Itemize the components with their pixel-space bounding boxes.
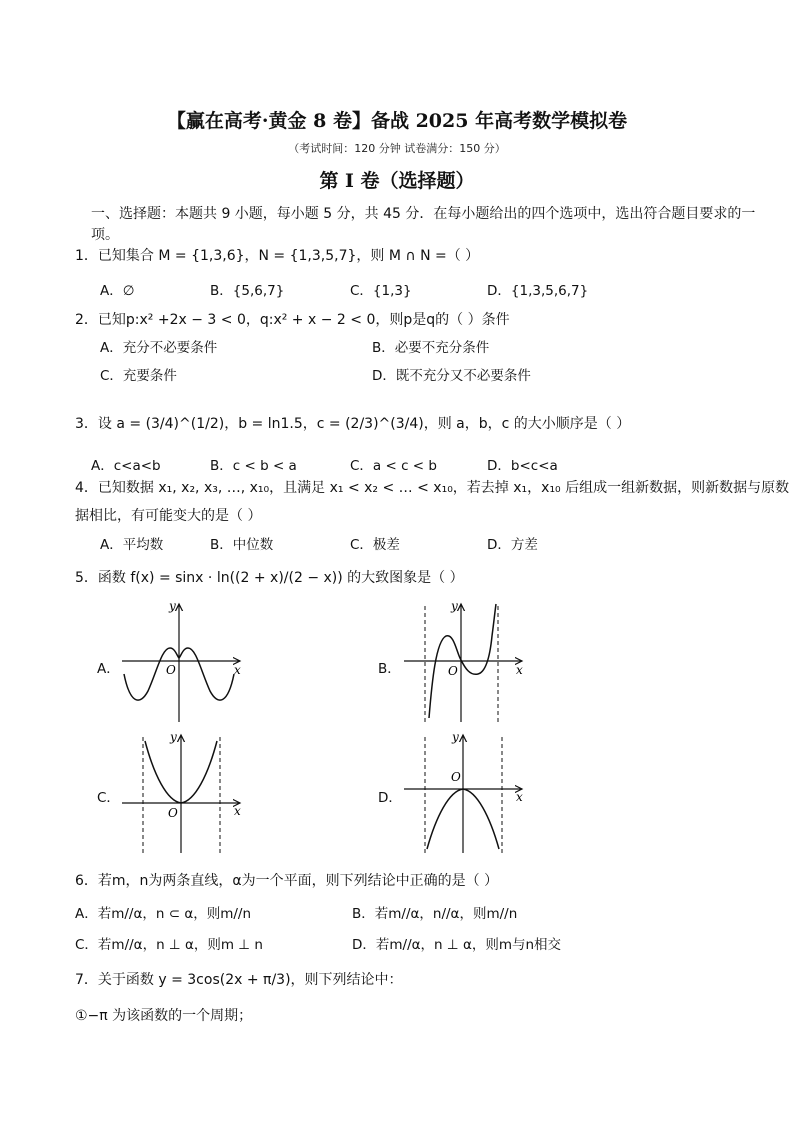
q1-option-d: D．{1,3,5,6,7} [487, 283, 589, 299]
q6-option-c: C．若m//α，n ⊥ α，则m ⊥ n [75, 937, 263, 953]
graph-c [112, 727, 252, 857]
q3-option-d: D．b<c<a [487, 458, 558, 474]
graph-b-x-label: x [516, 663, 523, 677]
intro-line-2: 项。 [91, 227, 119, 243]
q3-option-a: A．c<a<b [91, 458, 161, 474]
q1-option-c: C．{1,3} [350, 283, 412, 299]
graph-d-origin-label: O [451, 770, 461, 784]
q6-option-a: A．若m//α，n ⊂ α，则m//n [75, 906, 252, 922]
q2-stem: 2．已知p:x² +2x − 3 < 0，q:x² + x − 2 < 0，则p是q的（ ）条件 [75, 312, 510, 328]
graph-a-x-label: x [234, 663, 241, 677]
q5-option-b-label: B． [378, 661, 401, 677]
q4-line-2: 据相比，有可能变大的是（ ） [75, 508, 262, 524]
intro-line-1: 一、选择题：本题共 9 小题，每小题 5 分，共 45 分．在每小题给出的四个选项中，选出符合题目要求的一 [91, 206, 756, 222]
q2-option-a: A．充分不必要条件 [100, 340, 218, 356]
graph-d-x-label: x [516, 790, 523, 804]
graph-b-origin-label: O [448, 664, 458, 678]
q4-option-c: C．极差 [350, 537, 400, 553]
q1-option-a: A．∅ [100, 283, 135, 299]
q3-stem: 3．设 a = (3/4)^(1/2)，b = ln1.5，c = (2/3)^(3/4)，则 a，b，c 的大小顺序是（ ） [75, 416, 631, 432]
q6-option-d: D．若m//α，n ⊥ α，则m与n相交 [352, 937, 562, 953]
graph-c-y-label: y [170, 730, 177, 744]
q5-option-a-label: A． [97, 661, 120, 677]
q3-option-b: B．c < b < a [210, 458, 297, 474]
q4-option-d: D．方差 [487, 537, 538, 553]
q4-option-a: A．平均数 [100, 537, 164, 553]
exam-title: 【赢在高考·黄金 8 卷】备战 2025 年高考数学模拟卷 [166, 110, 628, 132]
q5-option-c-label: C． [97, 790, 120, 806]
q7-stem: 7．关于函数 y = 3cos(2x + π/3)，则下列结论中： [75, 972, 403, 988]
q5-option-d-label: D． [378, 790, 402, 806]
q5-stem: 5．函数 f(x) = sinx · ln((2 + x)/(2 − x)) 的大致图象是（ ） [75, 570, 464, 586]
section-heading: 第 I 卷（选择题） [319, 170, 475, 192]
q6-stem: 6．若m，n为两条直线，α为一个平面，则下列结论中正确的是（ ） [75, 873, 499, 889]
exam-subtitle: （考试时间：120 分钟 试卷满分：150 分） [288, 142, 506, 155]
graph-b [394, 596, 534, 726]
q3-option-c: C．a < c < b [350, 458, 437, 474]
graph-b-y-label: y [451, 599, 458, 613]
graph-c-x-label: x [234, 804, 241, 818]
q4-line-1: 4．已知数据 x₁, x₂, x₃, …, x₁₀，且满足 x₁ < x₂ < … < x₁₀，若去掉 x₁，x₁₀ 后组成一组新数据，则新数据与原数 [75, 480, 790, 496]
q7-item-1: ①−π 为该函数的一个周期； [75, 1008, 253, 1024]
q1-stem: 1．已知集合 M = {1,3,6}，N = {1,3,5,7}，则 M ∩ N =（ ） [75, 248, 480, 264]
q2-option-c: C．充要条件 [100, 368, 177, 384]
q2-option-d: D．既不充分又不必要条件 [372, 368, 531, 384]
graph-c-origin-label: O [168, 806, 178, 820]
graph-a-origin-label: O [166, 663, 176, 677]
graph-d [394, 727, 534, 857]
q1-option-b: B．{5,6,7} [210, 283, 285, 299]
graph-a-y-label: y [169, 599, 176, 613]
q2-option-b: B．必要不充分条件 [372, 340, 490, 356]
graph-a [112, 596, 252, 726]
q6-option-b: B．若m//α，n//α，则m//n [352, 906, 518, 922]
q4-option-b: B．中位数 [210, 537, 274, 553]
graph-d-y-label: y [452, 730, 459, 744]
